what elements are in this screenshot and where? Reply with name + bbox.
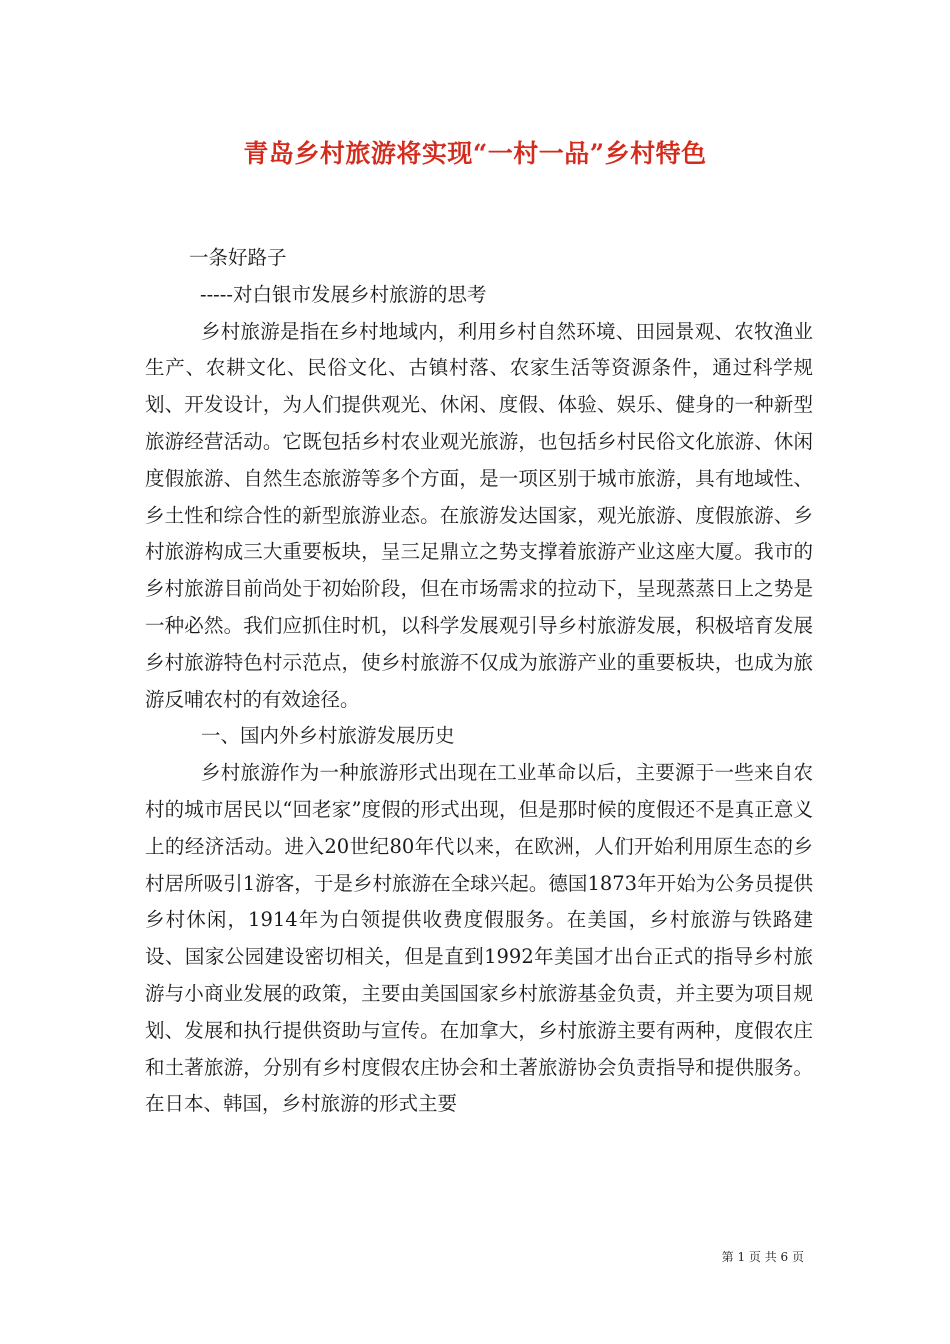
document-title: 青岛乡村旅游将实现“一村一品”乡村特色	[243, 139, 707, 168]
subtitle-line-1: 一条好路子	[189, 246, 287, 269]
subtitle-line-2: -----对白银市发展乡村旅游的思考	[200, 282, 487, 306]
paragraph-intro: 乡村旅游是指在乡村地域内，利用乡村自然环境、田园景观、农牧渔业生产、农耕文化、民俗文化、古镇村落、农家生活等资源条件，通过科学规划、开发设计，为人们提供观光、休闲、度假、体验、娱乐、健身的一种新型旅游经营活动。它既包括乡村农业观光旅游，也包括乡村民俗文化旅游、休闲度假旅游、自然生态旅游等多个方面，是一项区别于城市旅游，具有地域性、乡土性和综合性的新型旅游业态。在旅游发达国家，观光旅游、度假旅游、乡村旅游构成三大重要板块，呈三足鼎立之势支撑着旅游产业这座大厦。我市的乡村旅游目前尚处于初始阶段，但在市场需求的拉动下，呈现蒸蒸日上之势是一种必然。我们应抓住时机，以科学发展观引导乡村旅游发展，积极培育发展乡村旅游特色村示范点，使乡村旅游不仅成为旅游产业的重要板块，也成为旅游反哺农村的有效途径。	[145, 319, 813, 711]
section-heading-history: 一、国内外乡村旅游发展历史	[201, 724, 455, 748]
document-body	[145, 240, 813, 1123]
page-number: 第 1 页 共 6 页	[721, 1250, 804, 1264]
paragraph-history: 乡村旅游作为一种旅游形式出现在工业革命以后，主要源于一些来自农村的城市居民以“回老家”度假的形式出现，但是那时候的度假还不是真正意义上的经济活动。进入20世纪80年代以来，在欧洲，人们开始利用原生态的乡村居所吸引1游客，于是乡村旅游在全球兴起。德国1873年开始为公务员提供乡村休闲，1914年为白领提供收费度假服务。在美国，乡村旅游与铁路建设、国家公园建设密切相关，但是直到1992年美国才出台正式的指导乡村旅游与小商业发展的政策，主要由美国国家乡村旅游基金负责，并主要为项目规划、发展和执行提供资助与宣传。在加拿大，乡村旅游主要有两种，度假农庄和土著旅游，分别有乡村度假农庄协会和土著旅游协会负责指导和提供服务。在日本、韩国，乡村旅游的形式主要	[145, 761, 813, 1116]
